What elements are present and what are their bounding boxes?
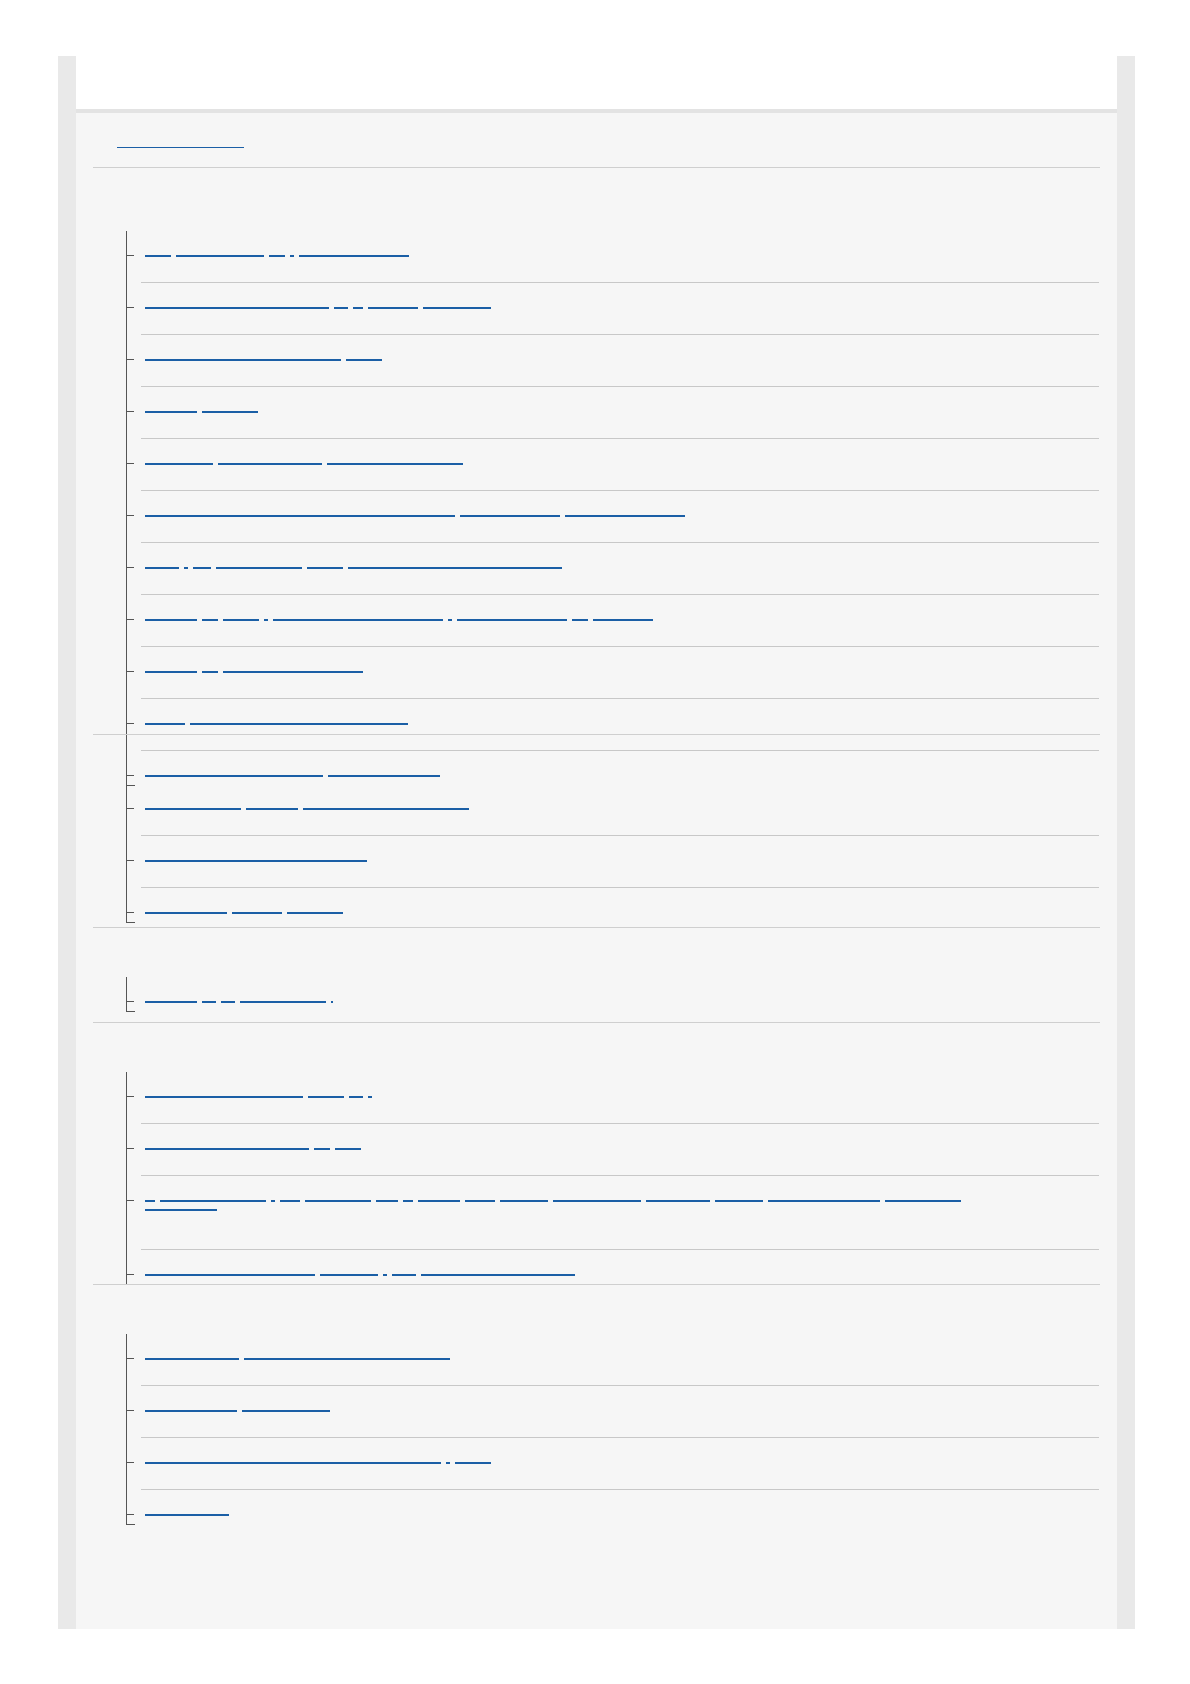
toc-item[interactable]: [141, 595, 1099, 647]
link-text-segment: [593, 619, 653, 621]
link-text-segment: [246, 808, 298, 810]
link-text-segment: [305, 1200, 371, 1202]
tree-branch: [126, 255, 134, 256]
link-text-segment: [460, 515, 560, 517]
link-text-segment: [145, 1358, 239, 1360]
toc-link[interactable]: [145, 307, 496, 309]
section-divider: [93, 734, 1100, 735]
toc-link[interactable]: [145, 671, 368, 673]
link-text-segment: [368, 307, 418, 309]
link-text-segment: [145, 307, 329, 309]
link-text-segment: [448, 619, 452, 621]
link-text-segment: [145, 1200, 155, 1202]
link-text-segment: [216, 567, 302, 569]
link-text-segment: [320, 1274, 378, 1276]
link-text-segment: [646, 1200, 710, 1202]
link-text-segment: [327, 463, 463, 465]
link-text-segment: [715, 1200, 763, 1202]
link-text-segment: [273, 619, 443, 621]
tree-end: [126, 1011, 135, 1012]
toc-item[interactable]: [141, 1490, 1099, 1542]
toc-link[interactable]: [145, 1274, 580, 1276]
link-text-segment: [307, 567, 343, 569]
tree-line: [126, 1072, 127, 1284]
link-text-segment: [885, 1200, 961, 1202]
toc-item[interactable]: [141, 335, 1099, 387]
link-text-segment: [264, 619, 268, 621]
link-text-segment: [331, 1001, 333, 1003]
link-text-segment: [376, 1200, 398, 1202]
link-text-segment: [271, 1200, 275, 1202]
link-text-segment: [392, 1274, 416, 1276]
tree-branch: [126, 307, 134, 308]
link-text-segment: [202, 619, 218, 621]
link-text-segment: [145, 1462, 441, 1464]
toc-item[interactable]: [141, 888, 1099, 940]
toc-item[interactable]: [141, 1124, 1099, 1176]
link-text-segment: [303, 808, 469, 810]
toc-link[interactable]: [145, 860, 372, 862]
toc-link[interactable]: [145, 1514, 234, 1516]
tree-branch: [126, 912, 134, 913]
tree-branch: [126, 1274, 134, 1275]
link-text-segment: [349, 1096, 363, 1098]
tree-branch: [126, 1514, 134, 1515]
toc-link[interactable]: [145, 775, 445, 777]
section-divider: [93, 927, 1100, 928]
tree-branch: [126, 359, 134, 360]
link-text-segment: [202, 411, 258, 413]
link-text-segment: [145, 1148, 309, 1150]
toc-link[interactable]: [145, 567, 567, 569]
tree-branch: [126, 1410, 134, 1411]
link-text-segment: [299, 255, 409, 257]
link-text-segment: [335, 1148, 361, 1150]
toc-link[interactable]: [145, 619, 658, 621]
tree-line: [126, 784, 127, 922]
link-text-segment: [190, 723, 408, 725]
header-divider: [93, 167, 1100, 168]
toc-item[interactable]: [141, 491, 1099, 543]
toc-link[interactable]: [145, 1001, 338, 1003]
toc-link[interactable]: [145, 359, 387, 361]
link-text-segment: [290, 255, 294, 257]
tree-branch: [126, 723, 134, 724]
link-text-segment: [145, 808, 241, 810]
link-text-segment: [287, 912, 343, 914]
help-page: [76, 56, 1117, 1629]
toc-link[interactable]: [145, 1148, 366, 1150]
toc-item[interactable]: [141, 543, 1099, 595]
toc-link[interactable]: [145, 515, 690, 517]
tree-line: [126, 231, 127, 785]
toc-link[interactable]: [145, 808, 474, 810]
tree-branch: [126, 775, 134, 776]
toc-item[interactable]: [141, 1176, 1099, 1250]
link-text-segment: [145, 860, 367, 862]
link-text-segment: [145, 671, 197, 673]
toc-link[interactable]: [145, 1358, 455, 1360]
link-text-segment: [193, 567, 211, 569]
link-text-segment: [176, 255, 264, 257]
toc-item[interactable]: [141, 836, 1099, 888]
link-text-segment: [160, 1200, 266, 1202]
link-text-segment: [145, 1410, 237, 1412]
link-text-segment: [403, 1200, 413, 1202]
page-header: [76, 56, 1117, 113]
link-text-segment: [145, 723, 185, 725]
link-text-segment: [145, 1514, 229, 1516]
link-text-segment: [346, 359, 382, 361]
link-text-segment: [145, 775, 323, 777]
link-text-segment: [328, 775, 440, 777]
tree-branch: [126, 671, 134, 672]
tree-branch: [126, 1001, 134, 1002]
link-text-segment: [500, 1200, 548, 1202]
link-text-segment: [269, 255, 285, 257]
link-text-segment: [240, 1001, 326, 1003]
link-text-segment: [145, 619, 197, 621]
toc-link[interactable]: [145, 1410, 335, 1412]
link-text-segment: [145, 1001, 197, 1003]
link-text-segment: [145, 359, 341, 361]
tree-end: [126, 1524, 135, 1525]
section-divider: [93, 1022, 1100, 1023]
link-text-segment: [446, 1462, 450, 1464]
link-text-segment: [145, 912, 227, 914]
tree-branch: [126, 411, 134, 412]
toc-link[interactable]: [145, 255, 414, 257]
link-text-segment: [145, 1274, 315, 1276]
toc-item[interactable]: [141, 1386, 1099, 1438]
tree-branch: [126, 463, 134, 464]
link-text-segment: [348, 567, 562, 569]
tree-branch: [126, 1462, 134, 1463]
link-text-segment: [553, 1200, 641, 1202]
link-text-segment: [455, 1462, 491, 1464]
toc-item[interactable]: [141, 699, 1099, 751]
toc-item[interactable]: [141, 439, 1099, 491]
toc-item[interactable]: [141, 231, 1099, 283]
tree-branch: [126, 1200, 134, 1201]
link-text-segment: [145, 1096, 303, 1098]
toc-link[interactable]: [145, 723, 413, 725]
section-divider: [93, 1284, 1100, 1285]
toc-link[interactable]: [145, 411, 263, 413]
tree-end: [126, 785, 135, 786]
link-text-segment: [184, 567, 188, 569]
tree-branch: [126, 567, 134, 568]
link-text-segment: [145, 567, 179, 569]
tree-branch: [126, 619, 134, 620]
tree-branch: [126, 860, 134, 861]
breadcrumb-link[interactable]: [117, 147, 244, 148]
link-text-segment: [418, 1200, 460, 1202]
link-text-segment: [457, 619, 567, 621]
link-text-segment: [145, 463, 213, 465]
toc-item[interactable]: [141, 1072, 1099, 1124]
link-text-segment: [368, 1096, 372, 1098]
tree-branch: [126, 515, 134, 516]
link-text-segment: [242, 1410, 330, 1412]
link-text-segment: [145, 255, 171, 257]
toc-item[interactable]: [141, 387, 1099, 439]
link-text-segment: [334, 307, 348, 309]
toc-link[interactable]: [145, 912, 348, 914]
link-text-segment: [244, 1358, 450, 1360]
link-text-segment: [465, 1200, 495, 1202]
link-text-segment: [572, 619, 588, 621]
breadcrumb-label: [117, 147, 118, 148]
tree-end: [126, 922, 135, 923]
link-text-segment: [232, 912, 282, 914]
link-text-segment: [314, 1148, 330, 1150]
link-text-segment: [383, 1274, 387, 1276]
toc-link[interactable]: [145, 463, 468, 465]
link-text-segment: [223, 671, 363, 673]
link-text-segment: [145, 515, 455, 517]
toc-item[interactable]: [141, 283, 1099, 335]
tree-line: [126, 977, 127, 1011]
link-text-segment: [423, 307, 491, 309]
toc-item[interactable]: [141, 1250, 1099, 1302]
link-text-segment: [145, 1209, 217, 1211]
toc-item[interactable]: [141, 647, 1099, 699]
toc-link[interactable]: [145, 1200, 1005, 1211]
tree-line: [126, 1334, 127, 1524]
link-text-segment: [223, 619, 259, 621]
toc-item[interactable]: [141, 1438, 1099, 1490]
link-text-segment: [202, 1001, 216, 1003]
link-text-segment: [768, 1200, 880, 1202]
link-text-segment: [202, 671, 218, 673]
link-text-segment: [353, 307, 363, 309]
tree-branch: [126, 1148, 134, 1149]
link-text-segment: [565, 515, 685, 517]
link-text-segment: [308, 1096, 344, 1098]
tree-branch: [126, 808, 134, 809]
toc-link[interactable]: [145, 1096, 377, 1098]
tree-branch: [126, 1358, 134, 1359]
toc-item[interactable]: [141, 1334, 1099, 1386]
link-text-segment: [280, 1200, 300, 1202]
toc-link[interactable]: [145, 1462, 496, 1464]
link-text-segment: [145, 411, 197, 413]
link-text-segment: [218, 463, 322, 465]
tree-branch: [126, 1096, 134, 1097]
link-text-segment: [221, 1001, 235, 1003]
link-text-segment: [421, 1274, 575, 1276]
toc-item[interactable]: [141, 784, 1099, 836]
